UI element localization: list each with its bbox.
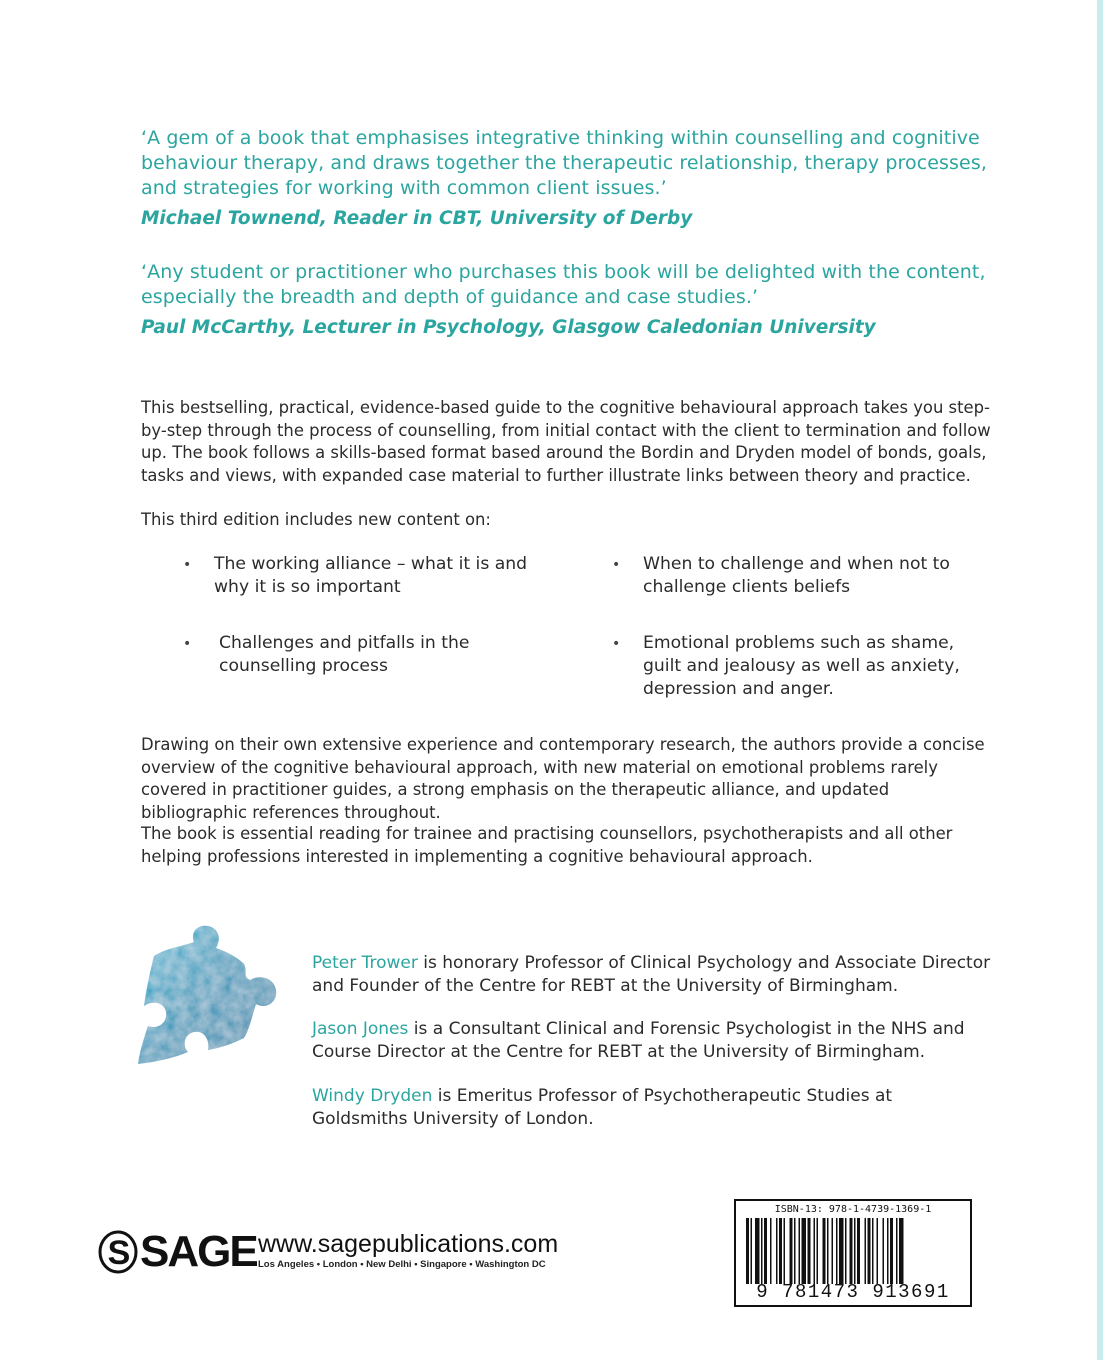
isbn-barcode — [734, 1199, 972, 1307]
endorsement-attribution-2: Paul McCarthy, Lecturer in Psychology, Glasgow Caledonian University — [141, 317, 876, 338]
publisher-url[interactable]: www.sagepublications.com — [258, 1230, 559, 1258]
author-bio-text: is Emeritus Professor of Psychotherapeutic Studies at Goldsmiths University of London. — [312, 1086, 893, 1129]
bullet-dot-icon: • — [612, 557, 621, 573]
sage-logo — [98, 1227, 257, 1277]
author-name: Jason Jones — [312, 1019, 409, 1039]
author-name: Peter Trower — [312, 953, 418, 973]
author-bio-text: is honorary Professor of Clinical Psychology and Associate Director and Founder of the Centre for REBT at the University of Birmingham. — [312, 953, 991, 996]
publisher-cities: Los Angeles • London • New Delhi • Singapore • Washington DC — [258, 1259, 546, 1270]
sage-s-logo-icon — [98, 1230, 138, 1274]
description-intro: This bestselling, practical, evidence-based guide to the cognitive behavioural approach takes you step-by-step through the process of counselling, from initial contact with the client to termination and follow up. The book follows a skills-based format based around the Bordin and Dryden model of bonds, goals, tasks and views, with expanded case material to further illustrate links between theory and practice. — [141, 398, 991, 485]
endorsement-attribution-1: Michael Townend, Reader in CBT, University of Derby — [141, 208, 693, 229]
barcode-digits: 9 781473 913691 — [756, 1281, 950, 1303]
description-lead-in: This third edition includes new content on: — [141, 510, 491, 529]
svg-text:S: S — [107, 1234, 129, 1272]
bullet-dot-icon: • — [612, 636, 621, 652]
bullet-dot-icon: • — [183, 557, 192, 573]
endorsement-quote-1: ‘A gem of a book that emphasises integrative thinking within counselling and cognitive behaviour therapy, and draws together the therapeutic relationship, therapy processes, and strategies for working with common client issues.’ — [141, 127, 987, 199]
isbn-label: ISBN-13: 978-1-4739-1369-1 — [774, 1204, 932, 1215]
list-item: The working alliance – what it is and why it is so important — [214, 554, 528, 597]
sage-wordmark: SAGE — [140, 1227, 257, 1276]
author-bio-3 — [312, 1085, 992, 1131]
author-bio-1 — [312, 952, 992, 998]
description-audience: The book is essential reading for trainee and practising counsellors, psychotherapists and all other helping professions interested in implementing a cognitive behavioural approach. — [141, 824, 953, 866]
author-bio-text: is a Consultant Clinical and Forensic Psychologist in the NHS and Course Director at the Centre for REBT at the University of Birmingham. — [312, 1019, 965, 1062]
description-overview: Drawing on their own extensive experience and contemporary research, the authors provide a concise overview of the cognitive behavioural approach, with new material on emotional problems rarely covered in practitioner guides, a strong emphasis on the therapeutic alliance, and updated bibliographic references throughout. — [141, 735, 985, 822]
bullet-dot-icon: • — [183, 636, 192, 652]
cover-edge-strip — [1097, 0, 1103, 1360]
endorsement-quote-2: ‘Any student or practitioner who purchases this book will be delighted with the content, especially the breadth and depth of guidance and case studies.’ — [141, 261, 986, 308]
barcode-bars-icon — [746, 1218, 960, 1284]
list-item: Emotional problems such as shame, guilt and jealousy as well as anxiety, depression and anger. — [643, 633, 960, 699]
list-item: Challenges and pitfalls in the counselling process — [219, 633, 470, 676]
list-item: When to challenge and when not to challenge clients beliefs — [643, 554, 950, 597]
puzzle-piece-icon — [132, 920, 292, 1066]
author-bio-2 — [312, 1018, 992, 1064]
author-name: Windy Dryden — [312, 1086, 433, 1106]
